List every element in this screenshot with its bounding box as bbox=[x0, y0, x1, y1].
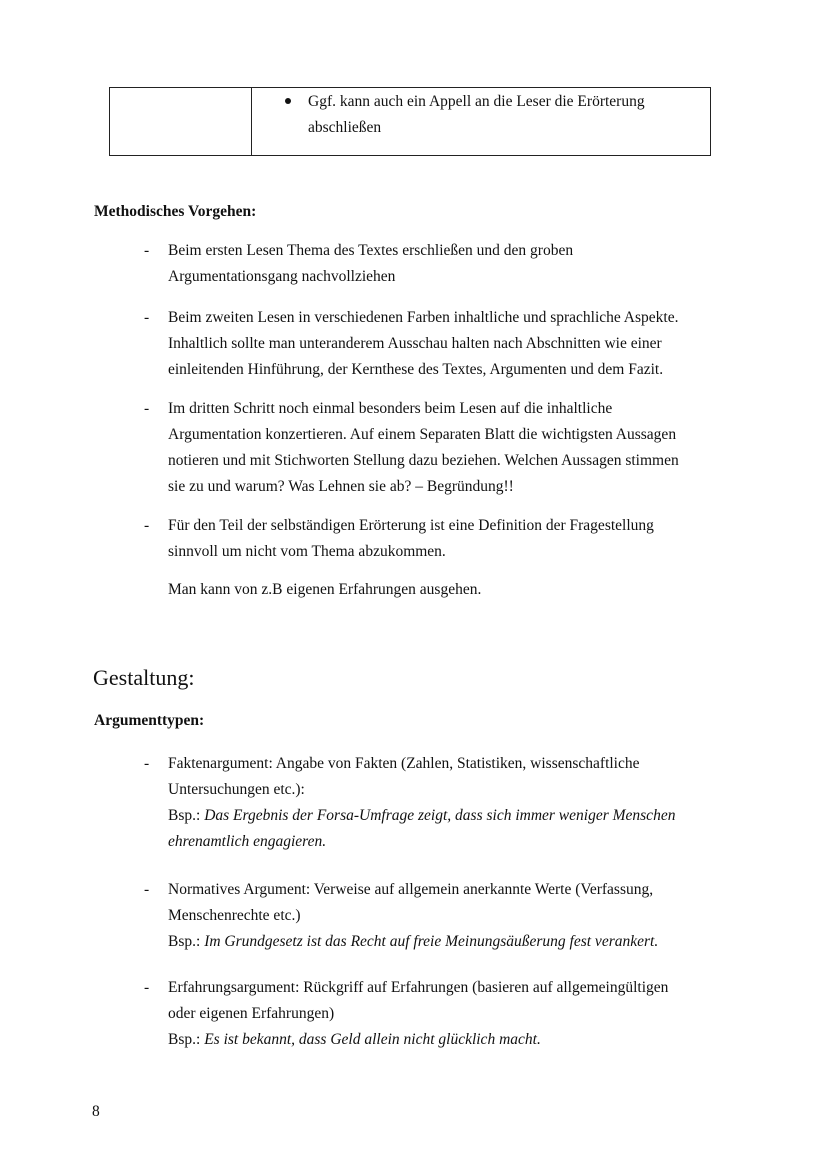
page-number: 8 bbox=[92, 1103, 100, 1120]
text-line: Normatives Argument: Verweise auf allgemein anerkannte Werte (Verfassung, bbox=[168, 881, 654, 898]
text-line: Beim ersten Lesen Thema des Textes erschließen und den groben bbox=[168, 242, 574, 259]
list-dash: - bbox=[144, 881, 150, 898]
list-item-text bbox=[168, 513, 728, 603]
example-line bbox=[168, 1027, 728, 1053]
table-bullet-line: Ggf. kann auch ein Appell an die Leser die Erörterung bbox=[308, 93, 645, 110]
text-line: Im dritten Schritt noch einmal besonders beim Lesen auf die inhaltliche bbox=[168, 400, 613, 417]
text-line: sie zu und warum? Was Lehnen sie ab? – Begründung!! bbox=[168, 478, 514, 495]
example-text: Das Ergebnis der Forsa-Umfrage zeigt, dass sich immer weniger Menschen bbox=[204, 807, 676, 824]
table-fragment bbox=[109, 87, 711, 156]
bullet-dot-icon bbox=[285, 98, 291, 104]
text-line: notieren und mit Stichworten Stellung dazu beziehen. Welchen Aussagen stimmen bbox=[168, 452, 679, 469]
example-line bbox=[168, 803, 728, 829]
list-item-text bbox=[168, 877, 728, 955]
text-line: Inhaltlich sollte man unteranderem Ausschau halten nach Abschnitten wie einer bbox=[168, 335, 662, 352]
list-dash: - bbox=[144, 755, 150, 772]
example-prefix: Bsp.: bbox=[168, 1031, 205, 1048]
text-line: Argumentation konzertieren. Auf einem Separaten Blatt die wichtigsten Aussagen bbox=[168, 426, 677, 443]
text-line: Beim zweiten Lesen in verschiedenen Farben inhaltliche und sprachliche Aspekte. bbox=[168, 309, 679, 326]
example-line bbox=[168, 929, 728, 955]
example-prefix: Bsp.: bbox=[168, 807, 205, 824]
list-dash: - bbox=[144, 517, 150, 534]
list-item-text bbox=[168, 396, 728, 500]
list-item-text bbox=[168, 751, 728, 855]
list-dash: - bbox=[144, 309, 150, 326]
text-line: Faktenargument: Angabe von Fakten (Zahlen, Statistiken, wissenschaftliche bbox=[168, 755, 640, 772]
example-prefix: Bsp.: bbox=[168, 933, 205, 950]
text-line: Erfahrungsargument: Rückgriff auf Erfahrungen (basieren auf allgemeingültigen bbox=[168, 979, 669, 996]
table-bullet-text bbox=[308, 89, 708, 141]
list-item-text bbox=[168, 238, 728, 290]
text-line: Menschenrechte etc.) bbox=[168, 907, 301, 924]
example-text: ehrenamtlich engagieren. bbox=[168, 833, 327, 850]
table-cell-left bbox=[110, 88, 252, 155]
text-line: Untersuchungen etc.): bbox=[168, 781, 305, 798]
section-heading-gestaltung: Gestaltung: bbox=[93, 665, 195, 690]
table-cell-right bbox=[252, 88, 710, 155]
text-line: Für den Teil der selbständigen Erörterung ist eine Definition der Fragestellung bbox=[168, 517, 654, 534]
text-line: einleitenden Hinführung, der Kernthese des Textes, Argumenten und dem Fazit. bbox=[168, 361, 664, 378]
list-item-text bbox=[168, 975, 728, 1053]
section-heading-methodisches-vorgehen: Methodisches Vorgehen: bbox=[94, 203, 257, 220]
text-line: sinnvoll um nicht vom Thema abzukommen. bbox=[168, 543, 446, 560]
text-line: oder eigenen Erfahrungen) bbox=[168, 1005, 335, 1022]
list-dash: - bbox=[144, 242, 150, 259]
example-text: Im Grundgesetz ist das Recht auf freie Meinungsäußerung fest verankert. bbox=[204, 933, 659, 950]
subheading-argumenttypen: Argumenttypen: bbox=[94, 712, 205, 729]
list-dash: - bbox=[144, 400, 150, 417]
example-text: Es ist bekannt, dass Geld allein nicht glücklich macht. bbox=[204, 1031, 541, 1048]
list-dash: - bbox=[144, 979, 150, 996]
table-bullet-line: abschließen bbox=[308, 119, 382, 136]
text-line: Argumentationsgang nachvollziehen bbox=[168, 268, 396, 285]
list-item-text bbox=[168, 305, 728, 383]
text-line: Man kann von z.B eigenen Erfahrungen ausgehen. bbox=[168, 581, 482, 598]
